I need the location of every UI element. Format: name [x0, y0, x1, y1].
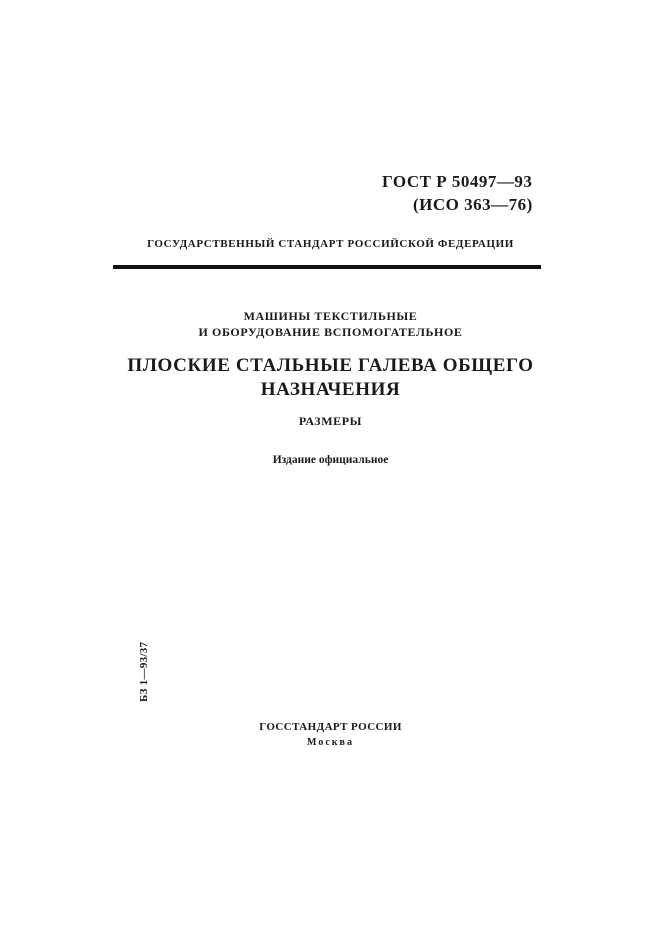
- iso-number: (ИСО 363—76): [413, 195, 533, 214]
- standard-number: ГОСТ Р 50497—93: [382, 172, 533, 191]
- document-title-line-2: НАЗНАЧЕНИЯ: [260, 379, 401, 400]
- publisher-name: ГОССТАНДАРТ РОССИИ: [259, 721, 402, 733]
- publisher-city: Москва: [307, 737, 354, 748]
- subject-line-2: И ОБОРУДОВАНИЕ ВСПОМОГАТЕЛЬНОЕ: [198, 325, 463, 339]
- document-subtitle: РАЗМЕРЫ: [298, 414, 363, 428]
- edition-note: Издание официальное: [272, 454, 389, 466]
- header-rule: [113, 265, 541, 269]
- subject-line-1: МАШИНЫ ТЕКСТИЛЬНЫЕ: [243, 309, 418, 323]
- side-catalog-code: БЗ 1—93/37: [138, 641, 150, 702]
- document-title-line-1: ПЛОСКИЕ СТАЛЬНЫЕ ГАЛЕВА ОБЩЕГО: [127, 355, 534, 376]
- state-standard-heading: ГОСУДАРСТВЕННЫЙ СТАНДАРТ РОССИЙСКОЙ ФЕДЕРАЦИИ: [147, 238, 514, 250]
